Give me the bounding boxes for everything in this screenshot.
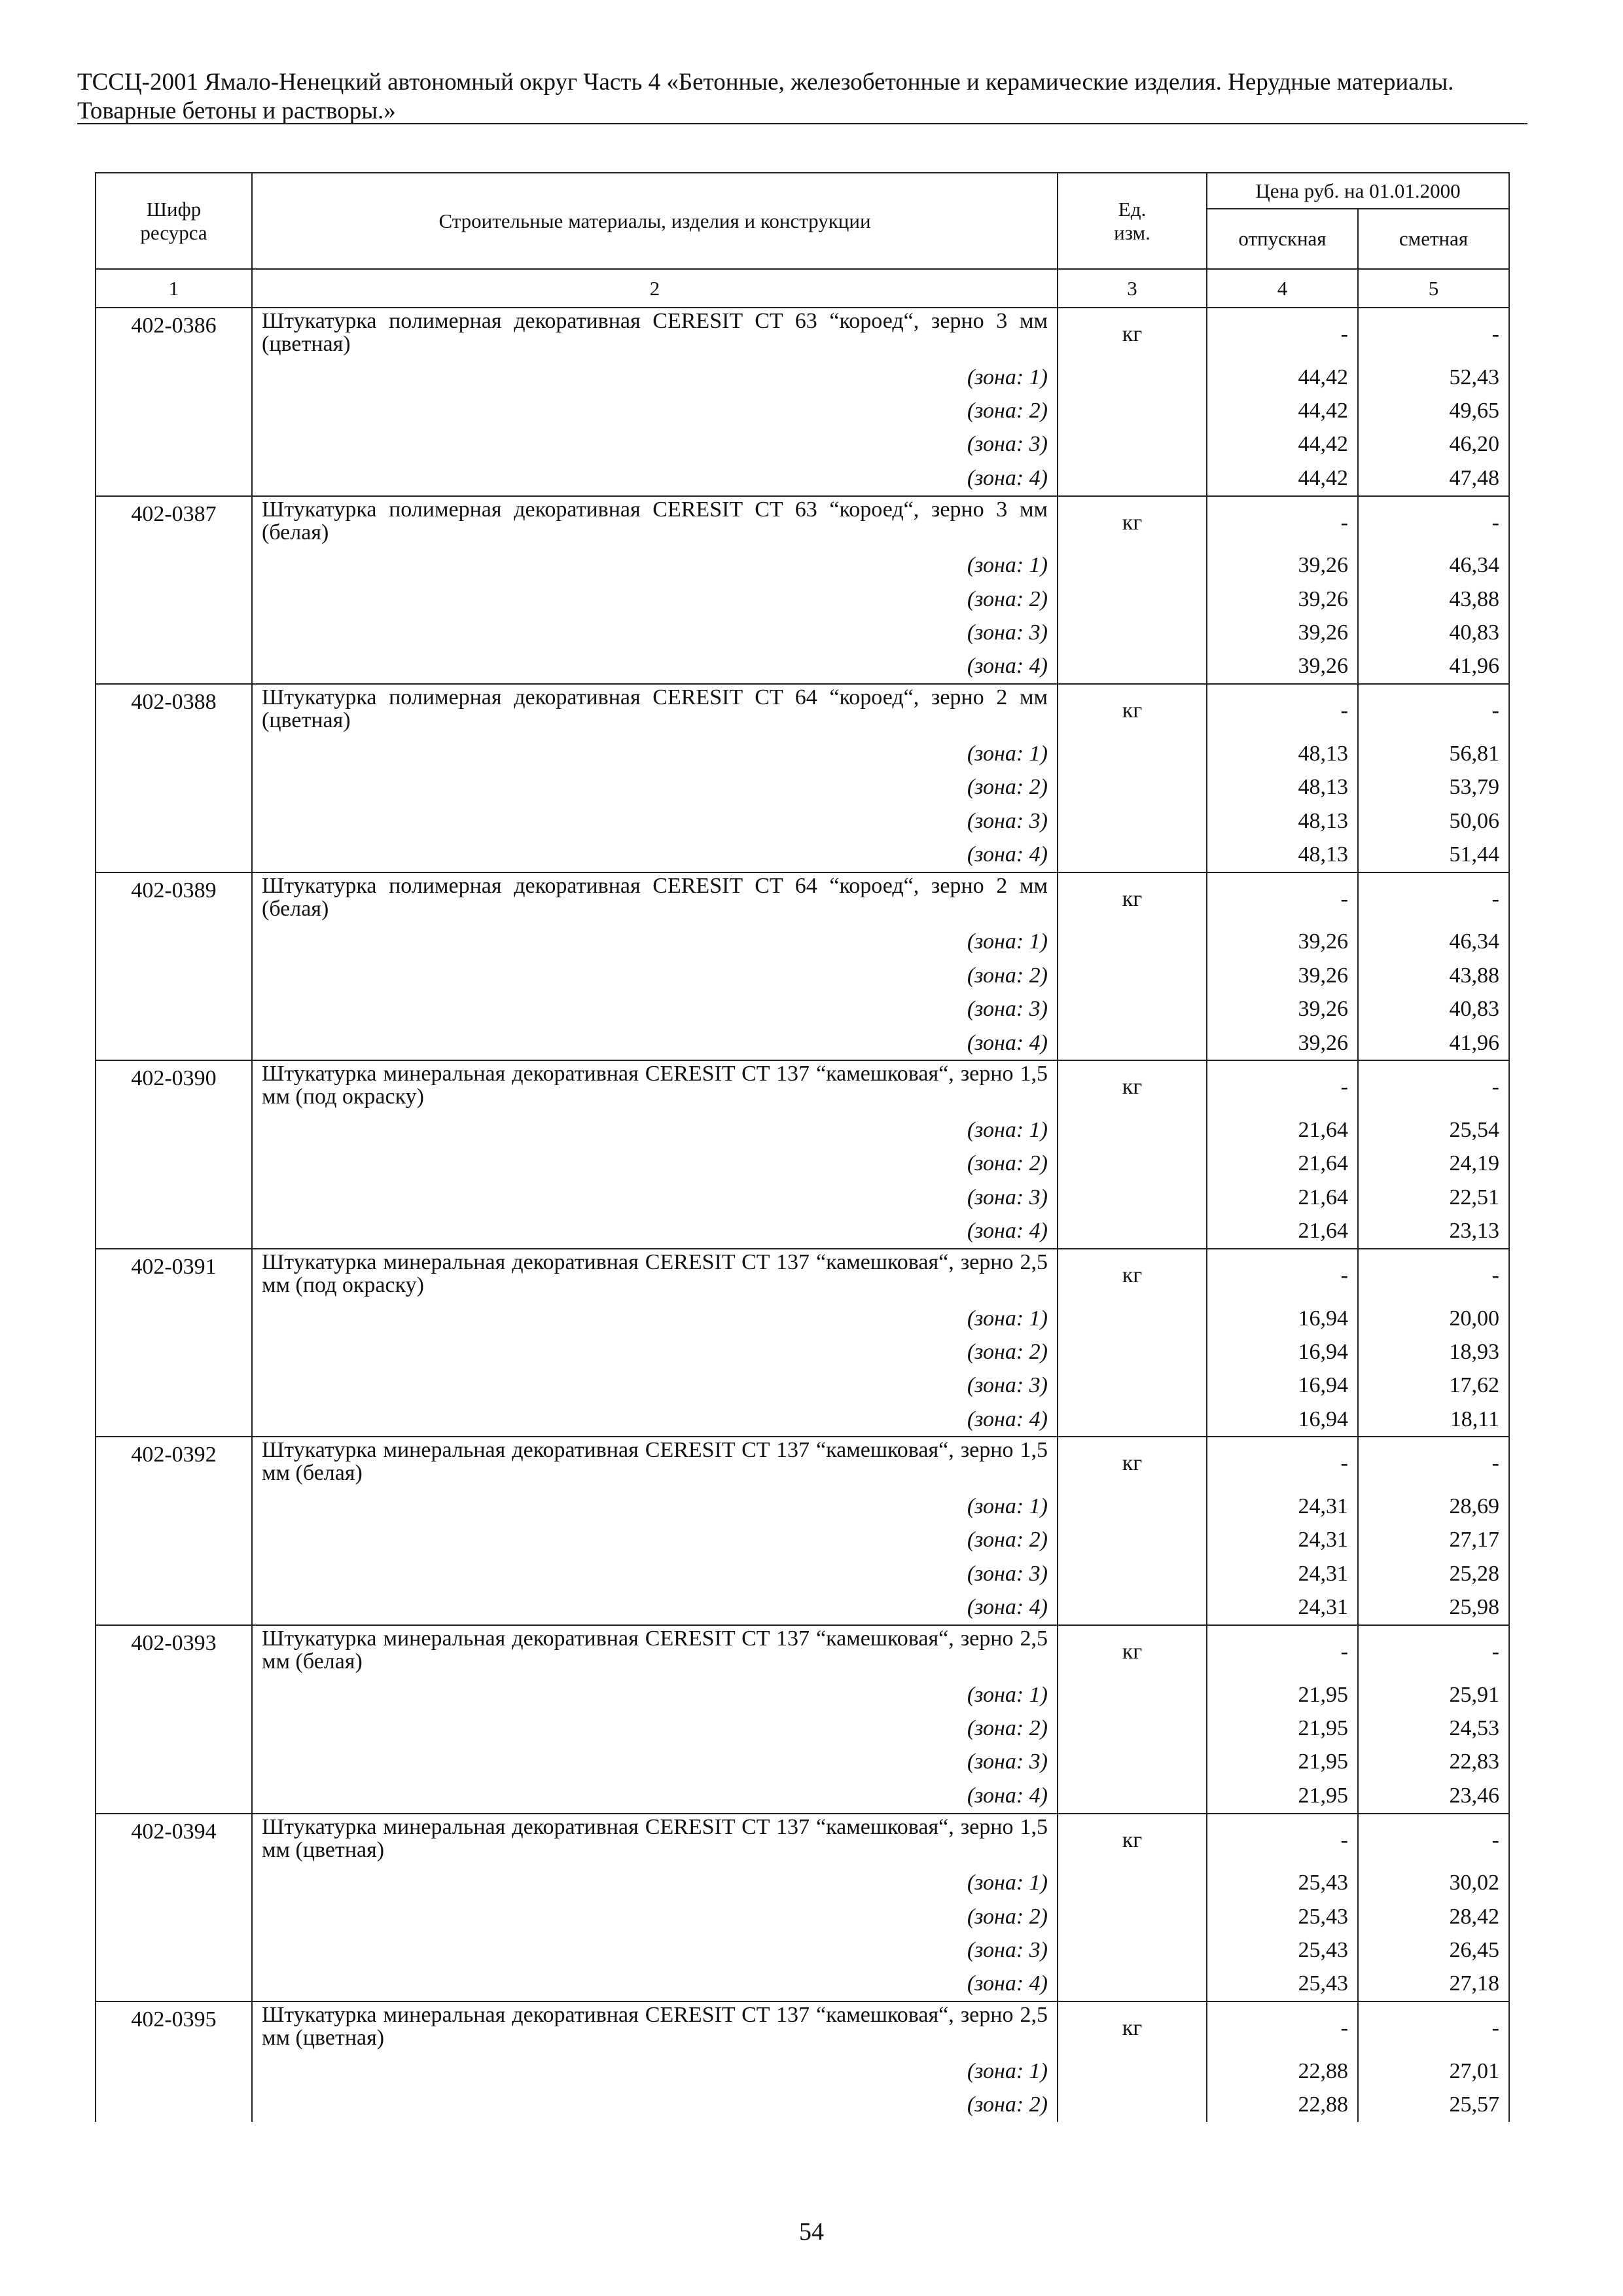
zone-release-price: 21,95: [1207, 1678, 1358, 1712]
zone-estimate-price: 43,88: [1358, 583, 1509, 616]
zone-unit-empty: [1058, 1113, 1207, 1147]
header-code-label: Шифр ресурса: [140, 197, 207, 244]
item-row: [96, 1249, 1509, 1302]
zone-row: [96, 1967, 1509, 2001]
zone-label: (зона: 2): [252, 1712, 1058, 1745]
zone-estimate-price: 56,81: [1358, 737, 1509, 770]
zone-estimate-price: 40,83: [1358, 616, 1509, 649]
zone-estimate-price: 23,13: [1358, 1214, 1509, 1248]
release-price: -: [1207, 1249, 1358, 1302]
zone-label: (зона: 1): [252, 1113, 1058, 1147]
header-name: Строительные материалы, изделия и конструкции: [252, 173, 1058, 269]
zone-unit-empty: [1058, 1403, 1207, 1437]
zone-unit-empty: [1058, 838, 1207, 872]
unit-cell: кг: [1058, 308, 1207, 361]
zone-unit-empty: [1058, 1335, 1207, 1369]
zone-label: (зона: 3): [252, 804, 1058, 838]
zone-release-price: 21,95: [1207, 1779, 1358, 1813]
zone-row: [96, 1403, 1509, 1437]
zone-label: (зона: 3): [252, 1557, 1058, 1590]
zone-unit-empty: [1058, 737, 1207, 770]
zone-row: [96, 925, 1509, 959]
zone-unit-empty: [1058, 771, 1207, 804]
release-price: -: [1207, 872, 1358, 925]
zone-row: [96, 1933, 1509, 1967]
zone-label: (зона: 3): [252, 428, 1058, 461]
material-name: Штукатурка полимерная декоративная CERESIT CT 64 “короед“, зерно 2 мм (цветная): [252, 684, 1058, 737]
zone-estimate-price: 27,01: [1358, 2054, 1509, 2088]
zone-label: (зона: 3): [252, 1181, 1058, 1214]
zone-release-price: 21,95: [1207, 1746, 1358, 1779]
zone-unit-empty: [1058, 428, 1207, 461]
zone-unit-empty: [1058, 992, 1207, 1026]
zone-label: (зона: 1): [252, 737, 1058, 770]
material-name: Штукатурка минеральная декоративная CERESIT CT 137 “камешковая“, зерно 2,5 мм (под окраску): [252, 1249, 1058, 1302]
zone-row: [96, 549, 1509, 583]
zone-release-price: 24,31: [1207, 1524, 1358, 1557]
col-number: 1: [96, 269, 252, 308]
estimate-price: -: [1358, 684, 1509, 737]
zone-estimate-price: 43,88: [1358, 959, 1509, 992]
zone-unit-empty: [1058, 650, 1207, 684]
zone-label: (зона: 1): [252, 2054, 1058, 2088]
zone-release-price: 39,26: [1207, 992, 1358, 1026]
zone-row: [96, 1181, 1509, 1214]
zone-unit-empty: [1058, 616, 1207, 649]
unit-cell: кг: [1058, 872, 1207, 925]
resource-code: 402-0391: [96, 1249, 252, 1437]
material-name: Штукатурка полимерная декоративная CERESIT CT 63 “короед“, зерно 3 мм (белая): [252, 496, 1058, 549]
zone-row: [96, 737, 1509, 770]
unit-cell: кг: [1058, 1814, 1207, 1867]
zone-release-price: 21,64: [1207, 1147, 1358, 1181]
zone-label: (зона: 1): [252, 1867, 1058, 1900]
zone-estimate-price: 46,34: [1358, 925, 1509, 959]
header-unit-label: Ед. изм.: [1114, 197, 1150, 244]
zone-row: [96, 838, 1509, 872]
zone-unit-empty: [1058, 2088, 1207, 2121]
zone-row: [96, 361, 1509, 394]
zone-label: (зона: 4): [252, 461, 1058, 495]
zone-label: (зона: 3): [252, 1746, 1058, 1779]
zone-estimate-price: 40,83: [1358, 992, 1509, 1026]
col-number: 2: [252, 269, 1058, 308]
resource-code: 402-0393: [96, 1625, 252, 1814]
item-row: [96, 684, 1509, 737]
zone-unit-empty: [1058, 804, 1207, 838]
release-price: -: [1207, 1060, 1358, 1113]
zone-label: (зона: 4): [252, 1779, 1058, 1813]
zone-estimate-price: 26,45: [1358, 1933, 1509, 1967]
zone-label: (зона: 1): [252, 1490, 1058, 1523]
material-name: Штукатурка минеральная декоративная CERESIT CT 137 “камешковая“, зерно 1,5 мм (цветная): [252, 1814, 1058, 1867]
zone-label: (зона: 2): [252, 583, 1058, 616]
zone-row: [96, 1113, 1509, 1147]
resource-code: 402-0388: [96, 684, 252, 872]
zone-label: (зона: 1): [252, 925, 1058, 959]
zone-release-price: 39,26: [1207, 616, 1358, 649]
zone-row: [96, 650, 1509, 684]
zone-estimate-price: 17,62: [1358, 1369, 1509, 1403]
zone-estimate-price: 41,96: [1358, 650, 1509, 684]
zone-estimate-price: 22,83: [1358, 1746, 1509, 1779]
zone-release-price: 22,88: [1207, 2054, 1358, 2088]
zone-row: [96, 1900, 1509, 1933]
zone-release-price: 21,64: [1207, 1113, 1358, 1147]
zone-label: (зона: 4): [252, 650, 1058, 684]
zone-release-price: 24,31: [1207, 1490, 1358, 1523]
zone-estimate-price: 25,91: [1358, 1678, 1509, 1712]
header-code: [96, 173, 252, 269]
item-row: [96, 308, 1509, 361]
resource-code: 402-0389: [96, 872, 252, 1061]
zone-row: [96, 1746, 1509, 1779]
zone-release-price: 39,26: [1207, 650, 1358, 684]
zone-unit-empty: [1058, 1746, 1207, 1779]
resource-code: 402-0395: [96, 2001, 252, 2122]
zone-estimate-price: 22,51: [1358, 1181, 1509, 1214]
zone-unit-empty: [1058, 959, 1207, 992]
zone-row: [96, 1712, 1509, 1745]
estimate-price: -: [1358, 1060, 1509, 1113]
zone-row: [96, 461, 1509, 495]
zone-release-price: 48,13: [1207, 838, 1358, 872]
zone-unit-empty: [1058, 1302, 1207, 1335]
zone-estimate-price: 47,48: [1358, 461, 1509, 495]
zone-row: [96, 1147, 1509, 1181]
document-header: [77, 68, 1527, 126]
item-row: [96, 2001, 1509, 2054]
material-name: Штукатурка полимерная декоративная CERESIT CT 64 “короед“, зерно 2 мм (белая): [252, 872, 1058, 925]
zone-unit-empty: [1058, 1524, 1207, 1557]
zone-estimate-price: 25,98: [1358, 1591, 1509, 1625]
zone-estimate-price: 50,06: [1358, 804, 1509, 838]
resource-code: 402-0387: [96, 496, 252, 685]
zone-label: (зона: 1): [252, 361, 1058, 394]
zone-estimate-price: 30,02: [1358, 1867, 1509, 1900]
zone-estimate-price: 23,46: [1358, 1779, 1509, 1813]
zone-unit-empty: [1058, 1779, 1207, 1813]
unit-cell: кг: [1058, 1437, 1207, 1490]
zone-unit-empty: [1058, 1933, 1207, 1967]
zone-row: [96, 428, 1509, 461]
zone-row: [96, 1026, 1509, 1060]
material-name: Штукатурка минеральная декоративная CERESIT CT 137 “камешковая“, зерно 1,5 мм (белая): [252, 1437, 1058, 1490]
zone-unit-empty: [1058, 1214, 1207, 1248]
zone-label: (зона: 3): [252, 1369, 1058, 1403]
zone-unit-empty: [1058, 1369, 1207, 1403]
zone-unit-empty: [1058, 461, 1207, 495]
zone-release-price: 16,94: [1207, 1403, 1358, 1437]
zone-estimate-price: 18,11: [1358, 1403, 1509, 1437]
zone-estimate-price: 25,28: [1358, 1557, 1509, 1590]
zone-release-price: 25,43: [1207, 1867, 1358, 1900]
zone-row: [96, 616, 1509, 649]
zone-release-price: 24,31: [1207, 1591, 1358, 1625]
item-row: [96, 496, 1509, 549]
zone-release-price: 25,43: [1207, 1900, 1358, 1933]
estimate-price: -: [1358, 872, 1509, 925]
col-number: 3: [1058, 269, 1207, 308]
release-price: -: [1207, 308, 1358, 361]
col-number: 4: [1207, 269, 1358, 308]
resource-code: 402-0392: [96, 1437, 252, 1625]
zone-row: [96, 1335, 1509, 1369]
unit-cell: кг: [1058, 2001, 1207, 2054]
zone-estimate-price: 53,79: [1358, 771, 1509, 804]
price-table: [95, 172, 1510, 2122]
zone-release-price: 48,13: [1207, 771, 1358, 804]
zone-release-price: 44,42: [1207, 361, 1358, 394]
zone-release-price: 16,94: [1207, 1302, 1358, 1335]
zone-release-price: 44,42: [1207, 394, 1358, 427]
zone-unit-empty: [1058, 549, 1207, 583]
zone-estimate-price: 28,42: [1358, 1900, 1509, 1933]
zone-estimate-price: 24,53: [1358, 1712, 1509, 1745]
zone-estimate-price: 27,17: [1358, 1524, 1509, 1557]
header-line-1: ТССЦ-2001 Ямало-Ненецкий автономный округ Часть 4 «Бетонные, железобетонные и керамические изделия. Нерудные материалы.: [77, 69, 1454, 96]
zone-estimate-price: 18,93: [1358, 1335, 1509, 1369]
zone-unit-empty: [1058, 1026, 1207, 1060]
zone-label: (зона: 3): [252, 616, 1058, 649]
zone-estimate-price: 46,20: [1358, 428, 1509, 461]
estimate-price: -: [1358, 308, 1509, 361]
zone-row: [96, 1779, 1509, 1813]
zone-label: (зона: 2): [252, 2088, 1058, 2121]
zone-release-price: 22,88: [1207, 2088, 1358, 2121]
material-name: Штукатурка полимерная декоративная CERESIT CT 63 “короед“, зерно 3 мм (цветная): [252, 308, 1058, 361]
zone-row: [96, 2088, 1509, 2121]
zone-release-price: 39,26: [1207, 1026, 1358, 1060]
header-rule: [77, 123, 1527, 124]
zone-release-price: 21,64: [1207, 1181, 1358, 1214]
zone-release-price: 44,42: [1207, 461, 1358, 495]
zone-release-price: 16,94: [1207, 1335, 1358, 1369]
resource-code: 402-0390: [96, 1060, 252, 1249]
zone-row: [96, 1591, 1509, 1625]
zone-label: (зона: 2): [252, 1524, 1058, 1557]
zone-unit-empty: [1058, 583, 1207, 616]
item-row: [96, 872, 1509, 925]
zone-estimate-price: 28,69: [1358, 1490, 1509, 1523]
release-price: -: [1207, 2001, 1358, 2054]
header-unit: [1058, 173, 1207, 269]
page-number: 54: [799, 2218, 824, 2246]
zone-label: (зона: 3): [252, 992, 1058, 1026]
unit-cell: кг: [1058, 496, 1207, 549]
resource-code: 402-0386: [96, 308, 252, 496]
zone-label: (зона: 4): [252, 838, 1058, 872]
zone-row: [96, 1557, 1509, 1590]
header-release: отпускная: [1207, 209, 1358, 269]
zone-estimate-price: 20,00: [1358, 1302, 1509, 1335]
zone-row: [96, 394, 1509, 427]
zone-row: [96, 992, 1509, 1026]
zone-label: (зона: 4): [252, 1591, 1058, 1625]
zone-release-price: 39,26: [1207, 583, 1358, 616]
estimate-price: -: [1358, 496, 1509, 549]
zone-row: [96, 1490, 1509, 1523]
zone-release-price: 39,26: [1207, 959, 1358, 992]
zone-estimate-price: 25,54: [1358, 1113, 1509, 1147]
unit-cell: кг: [1058, 1060, 1207, 1113]
zone-release-price: 44,42: [1207, 428, 1358, 461]
zone-release-price: 39,26: [1207, 925, 1358, 959]
release-price: -: [1207, 684, 1358, 737]
zone-unit-empty: [1058, 1490, 1207, 1523]
zone-label: (зона: 2): [252, 1335, 1058, 1369]
zone-release-price: 24,31: [1207, 1557, 1358, 1590]
material-name: Штукатурка минеральная декоративная CERESIT CT 137 “камешковая“, зерно 2,5 мм (цветная): [252, 2001, 1058, 2054]
zone-label: (зона: 1): [252, 549, 1058, 583]
unit-cell: кг: [1058, 1249, 1207, 1302]
zone-unit-empty: [1058, 1712, 1207, 1745]
zone-release-price: 25,43: [1207, 1967, 1358, 2001]
zone-unit-empty: [1058, 1967, 1207, 2001]
zone-label: (зона: 1): [252, 1678, 1058, 1712]
unit-cell: кг: [1058, 1625, 1207, 1678]
zone-label: (зона: 4): [252, 1026, 1058, 1060]
zone-row: [96, 959, 1509, 992]
zone-row: [96, 1678, 1509, 1712]
item-row: [96, 1437, 1509, 1490]
material-name: Штукатурка минеральная декоративная CERESIT CT 137 “камешковая“, зерно 1,5 мм (под окраску): [252, 1060, 1058, 1113]
item-row: [96, 1625, 1509, 1678]
zone-unit-empty: [1058, 1591, 1207, 1625]
zone-estimate-price: 49,65: [1358, 394, 1509, 427]
release-price: -: [1207, 1625, 1358, 1678]
zone-label: (зона: 4): [252, 1403, 1058, 1437]
zone-estimate-price: 41,96: [1358, 1026, 1509, 1060]
zone-row: [96, 2054, 1509, 2088]
zone-release-price: 48,13: [1207, 804, 1358, 838]
zone-unit-empty: [1058, 1678, 1207, 1712]
release-price: -: [1207, 1437, 1358, 1490]
zone-label: (зона: 2): [252, 394, 1058, 427]
zone-label: (зона: 2): [252, 771, 1058, 804]
zone-row: [96, 1302, 1509, 1335]
item-row: [96, 1814, 1509, 1867]
zone-release-price: 25,43: [1207, 1933, 1358, 1967]
zone-row: [96, 1524, 1509, 1557]
material-name: Штукатурка минеральная декоративная CERESIT CT 137 “камешковая“, зерно 2,5 мм (белая): [252, 1625, 1058, 1678]
zone-unit-empty: [1058, 1900, 1207, 1933]
zone-label: (зона: 2): [252, 959, 1058, 992]
header-estimate: сметная: [1358, 209, 1509, 269]
zone-estimate-price: 52,43: [1358, 361, 1509, 394]
estimate-price: -: [1358, 2001, 1509, 2054]
zone-unit-empty: [1058, 1557, 1207, 1590]
zone-unit-empty: [1058, 2054, 1207, 2088]
zone-estimate-price: 27,18: [1358, 1967, 1509, 2001]
zone-unit-empty: [1058, 361, 1207, 394]
col-number: 5: [1358, 269, 1509, 308]
zone-release-price: 21,64: [1207, 1214, 1358, 1248]
zone-estimate-price: 46,34: [1358, 549, 1509, 583]
item-row: [96, 1060, 1509, 1113]
zone-release-price: 48,13: [1207, 737, 1358, 770]
table-body: [96, 308, 1509, 2122]
zone-estimate-price: 24,19: [1358, 1147, 1509, 1181]
estimate-price: -: [1358, 1437, 1509, 1490]
zone-release-price: 16,94: [1207, 1369, 1358, 1403]
zone-estimate-price: 51,44: [1358, 838, 1509, 872]
zone-row: [96, 583, 1509, 616]
zone-label: (зона: 2): [252, 1900, 1058, 1933]
estimate-price: -: [1358, 1814, 1509, 1867]
zone-row: [96, 1867, 1509, 1900]
resource-code: 402-0394: [96, 1814, 252, 2002]
zone-label: (зона: 3): [252, 1933, 1058, 1967]
zone-release-price: 39,26: [1207, 549, 1358, 583]
zone-label: (зона: 4): [252, 1967, 1058, 2001]
estimate-price: -: [1358, 1625, 1509, 1678]
zone-row: [96, 771, 1509, 804]
zone-unit-empty: [1058, 1867, 1207, 1900]
zone-label: (зона: 2): [252, 1147, 1058, 1181]
zone-unit-empty: [1058, 925, 1207, 959]
zone-label: (зона: 4): [252, 1214, 1058, 1248]
header-line-2: Товарные бетоны и растворы.»: [77, 98, 396, 124]
zone-label: (зона: 1): [252, 1302, 1058, 1335]
zone-release-price: 21,95: [1207, 1712, 1358, 1745]
zone-row: [96, 1369, 1509, 1403]
zone-row: [96, 804, 1509, 838]
zone-unit-empty: [1058, 394, 1207, 427]
release-price: -: [1207, 496, 1358, 549]
release-price: -: [1207, 1814, 1358, 1867]
estimate-price: -: [1358, 1249, 1509, 1302]
header-price-group: Цена руб. на 01.01.2000: [1207, 173, 1509, 209]
unit-cell: кг: [1058, 684, 1207, 737]
zone-row: [96, 1214, 1509, 1248]
zone-unit-empty: [1058, 1181, 1207, 1214]
zone-estimate-price: 25,57: [1358, 2088, 1509, 2121]
zone-unit-empty: [1058, 1147, 1207, 1181]
